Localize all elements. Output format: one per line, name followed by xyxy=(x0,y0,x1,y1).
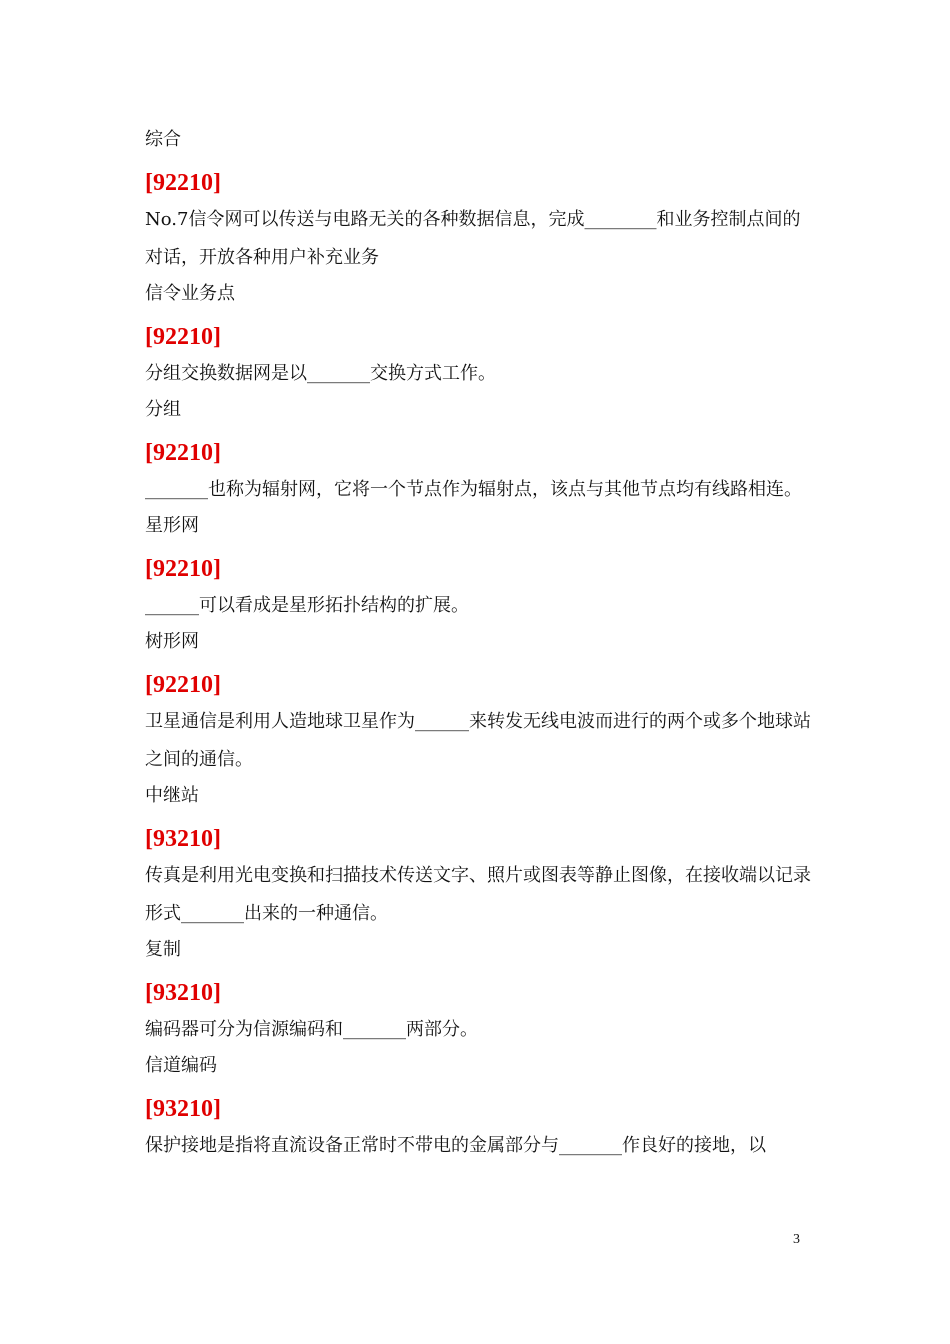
question-text: ______可以看成是星形拓扑结构的扩展。 xyxy=(145,595,469,616)
question-block xyxy=(145,167,811,311)
answer-text: 中继站 xyxy=(145,785,199,806)
question-text: _______也称为辐射网，它将一个节点作为辐射点，该点与其他节点均有线路相连。 xyxy=(145,479,802,500)
question-code: [92210] xyxy=(145,324,221,350)
question-code: [93210] xyxy=(145,1096,221,1122)
section-heading: 综合 xyxy=(145,129,181,150)
question-code: [92210] xyxy=(145,672,221,698)
answer-text: 树形网 xyxy=(145,631,199,652)
question-block xyxy=(145,1093,811,1165)
page-number: 3 xyxy=(793,1232,800,1247)
document-content xyxy=(145,123,811,1165)
answer-text: 分组 xyxy=(145,399,181,420)
answer-text: 复制 xyxy=(145,939,181,960)
question-text: 保护接地是指将直流设备正常时不带电的金属部分与_______作良好的接地，以 xyxy=(145,1135,766,1156)
answer-text: 信道编码 xyxy=(145,1055,217,1076)
question-block xyxy=(145,977,811,1083)
question-text: No.7信令网可以传送与电路无关的各种数据信息，完成________和业务控制点间的对话，开放各种用户补充业务 xyxy=(145,209,801,268)
question-block xyxy=(145,669,811,813)
question-text: 编码器可分为信源编码和_______两部分。 xyxy=(145,1019,478,1040)
answer-text: 星形网 xyxy=(145,515,199,536)
question-text: 卫星通信是利用人造地球卫星作为______来转发无线电波而进行的两个或多个地球站之间的通信。 xyxy=(145,711,811,770)
question-block xyxy=(145,553,811,659)
question-text: 分组交换数据网是以_______交换方式工作。 xyxy=(145,363,496,384)
question-block xyxy=(145,321,811,427)
question-code: [92210] xyxy=(145,556,221,582)
question-code: [92210] xyxy=(145,170,221,196)
question-block xyxy=(145,437,811,543)
question-code: [92210] xyxy=(145,440,221,466)
question-code: [93210] xyxy=(145,980,221,1006)
answer-text: 信令业务点 xyxy=(145,283,235,304)
question-code: [93210] xyxy=(145,826,221,852)
question-text: 传真是利用光电变换和扫描技术传送文字、照片或图表等静止图像，在接收端以记录形式_______出来的一种通信。 xyxy=(145,865,811,924)
question-block xyxy=(145,823,811,967)
